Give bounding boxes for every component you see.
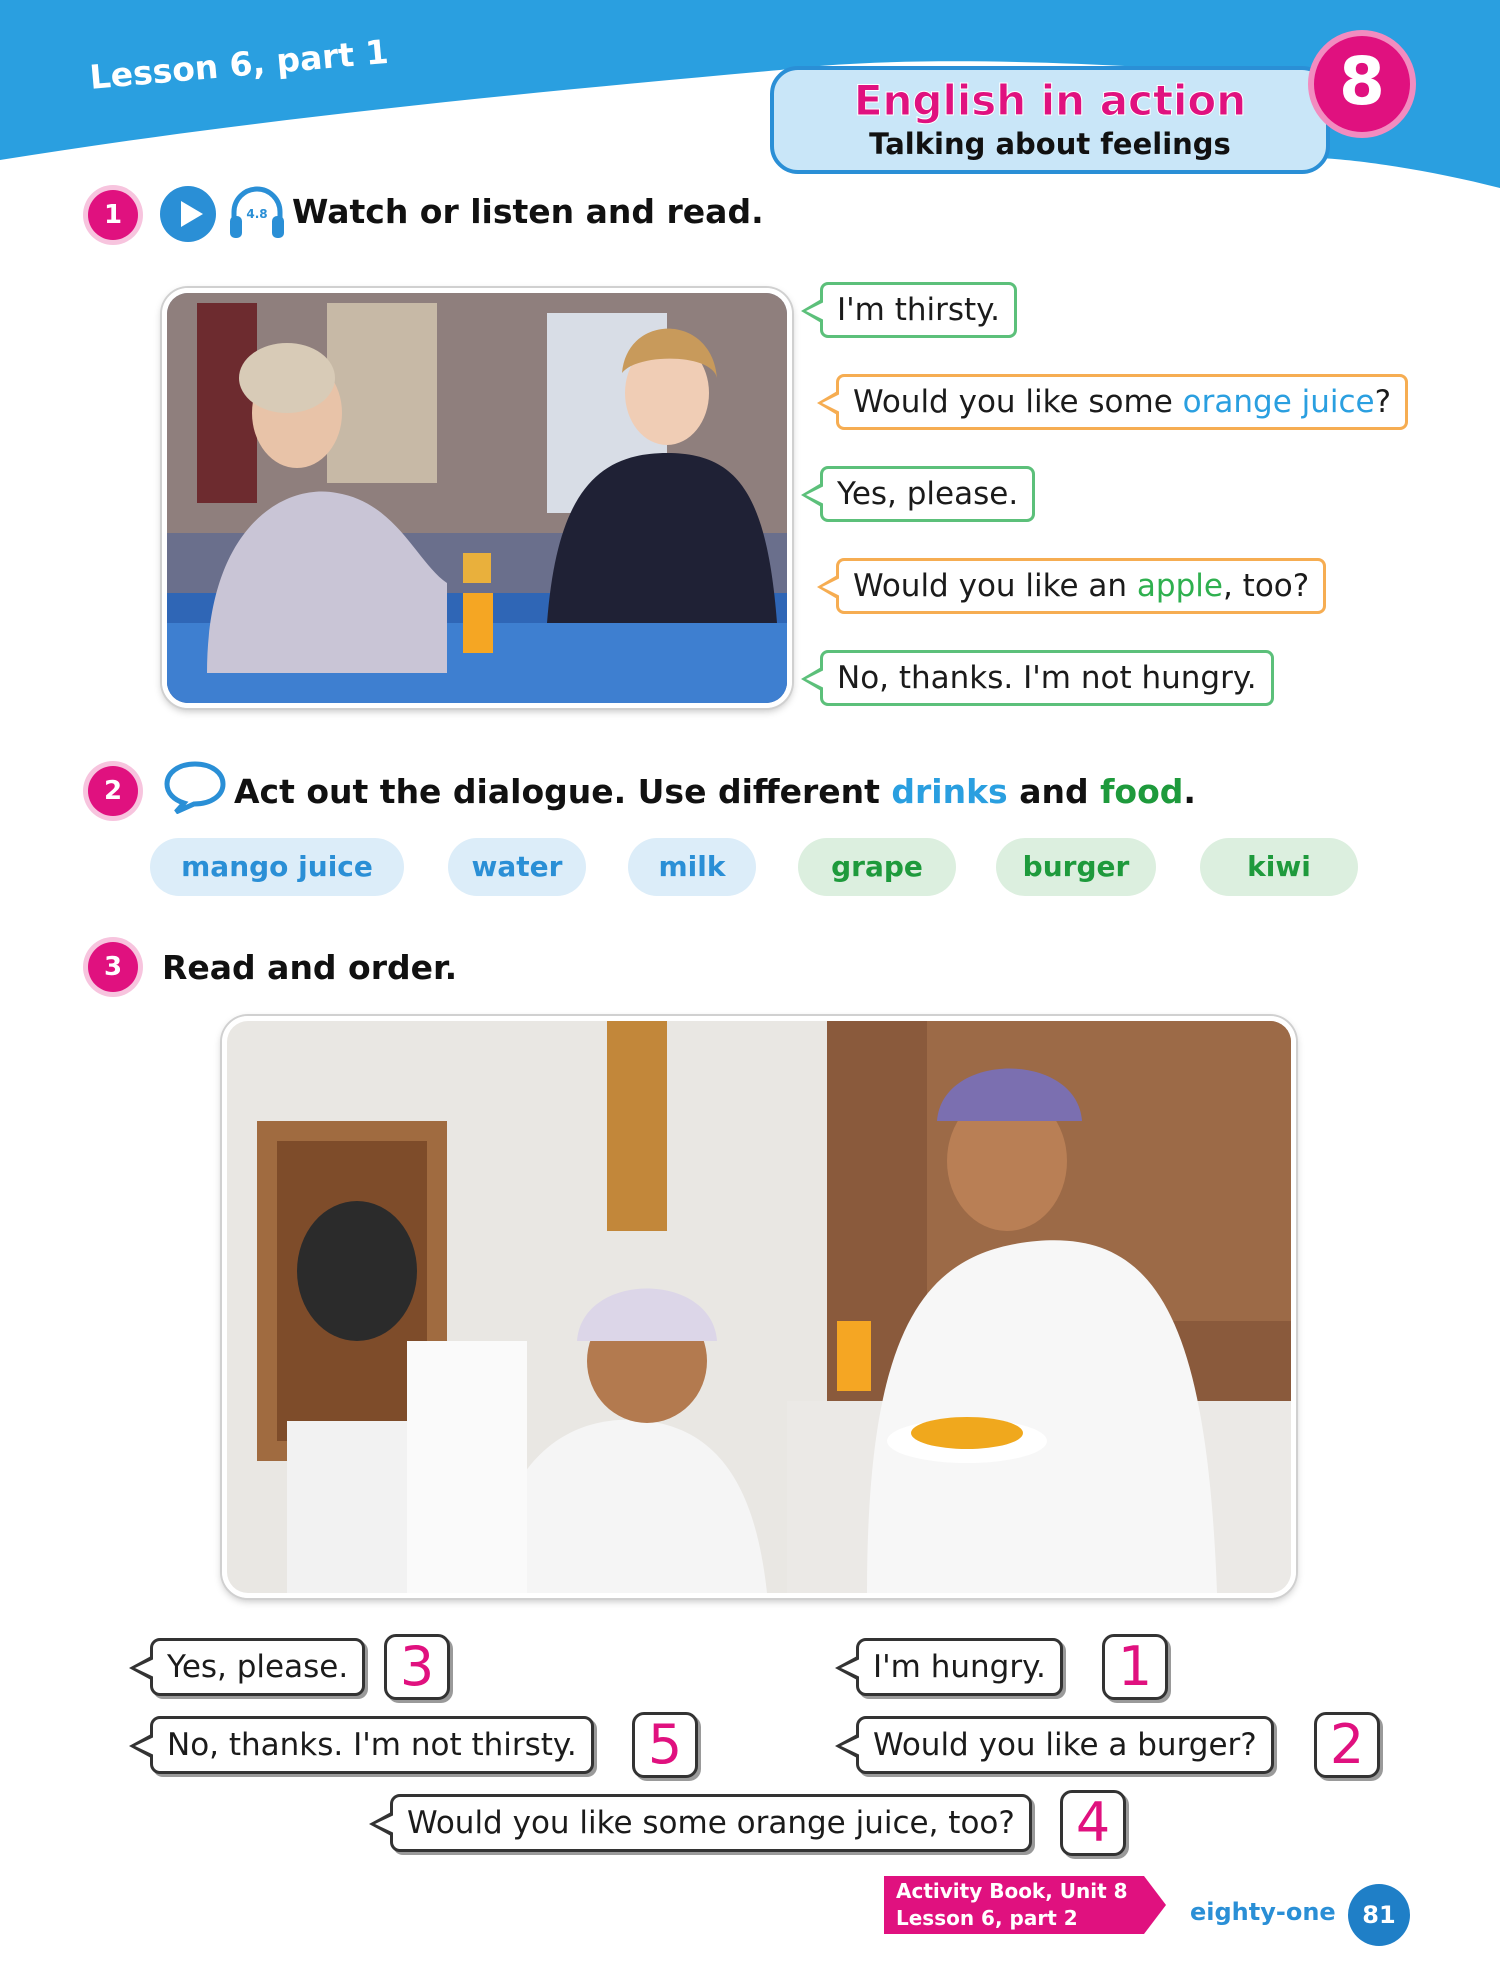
unit-badge: 8	[1308, 30, 1416, 138]
exercise-3-instruction: Read and order.	[162, 948, 458, 987]
word-drinks: drinks	[891, 772, 1008, 811]
order-bubble-yes-please: Yes, please.	[150, 1638, 365, 1696]
instruction-text: Act out the dialogue. Use different	[234, 772, 892, 811]
drink-pill-milk: milk	[628, 838, 756, 896]
dialogue-bubble-2	[836, 374, 1408, 430]
play-icon[interactable]	[160, 186, 216, 242]
order-bubble-burger: Would you like a burger?	[856, 1716, 1274, 1774]
dialogue-text: ?	[1374, 384, 1392, 420]
order-answer-box[interactable]: 2	[1314, 1712, 1380, 1778]
dialogue-bubble-4	[836, 558, 1326, 614]
order-bubble-orange-juice: Would you like some orange juice, too?	[390, 1794, 1032, 1852]
word-food: food	[1100, 772, 1184, 811]
order-bubble-im-hungry: I'm hungry.	[856, 1638, 1063, 1696]
food-pill-burger: burger	[996, 838, 1156, 896]
exercise-number-1: 1	[88, 190, 138, 240]
order-answer-box[interactable]: 1	[1102, 1634, 1168, 1700]
photo-grandmother-girl-juice	[162, 288, 792, 708]
food-pill-kiwi: kiwi	[1200, 838, 1358, 896]
title-box	[770, 66, 1330, 174]
page-number-word: eighty-one	[1190, 1898, 1336, 1926]
photo-father-son-juice	[222, 1016, 1296, 1598]
dialogue-text: Would you like some	[853, 384, 1183, 420]
order-answer-box[interactable]: 3	[384, 1634, 450, 1700]
dialogue-text: I'm thirsty.	[837, 292, 1000, 328]
dialogue-text: No, thanks. I'm not hungry.	[837, 660, 1257, 696]
order-bubble-no-thanks: No, thanks. I'm not thirsty.	[150, 1716, 594, 1774]
order-answer-box[interactable]: 4	[1060, 1790, 1126, 1856]
page-subtitle: Talking about feelings	[869, 127, 1231, 161]
dialogue-text: , too?	[1222, 568, 1310, 604]
page-title: English in action	[853, 76, 1247, 125]
instruction-text: .	[1183, 772, 1196, 811]
exercise-number-2: 2	[88, 766, 138, 816]
drink-pill-mango-juice: mango juice	[150, 838, 404, 896]
instruction-text: and	[1007, 772, 1101, 811]
activity-book-line: Activity Book, Unit 8	[896, 1879, 1128, 1903]
activity-book-reference	[884, 1876, 1144, 1934]
page-number: 81	[1348, 1884, 1410, 1946]
exercise-1-instruction: Watch or listen and read.	[292, 192, 764, 231]
headphones-icon[interactable]	[226, 182, 288, 244]
food-pill-grape: grape	[798, 838, 956, 896]
exercise-2-instruction	[234, 772, 1196, 811]
activity-book-line: Lesson 6, part 2	[896, 1906, 1078, 1930]
drink-pill-water: water	[448, 838, 586, 896]
exercise-number-3: 3	[88, 942, 138, 992]
highlight-drink: orange juice	[1182, 384, 1375, 420]
highlight-food: apple	[1136, 568, 1223, 604]
order-answer-box[interactable]: 5	[632, 1712, 698, 1778]
dialogue-bubble-1	[820, 282, 1017, 338]
dialogue-bubble-5	[820, 650, 1274, 706]
svg-text:4.8: 4.8	[246, 207, 268, 221]
dialogue-text: Yes, please.	[837, 476, 1019, 512]
dialogue-bubble-3	[820, 466, 1035, 522]
dialogue-text: Would you like an	[853, 568, 1137, 604]
speech-bubble-icon	[162, 760, 228, 814]
lesson-label: Lesson 6, part 1	[88, 31, 390, 97]
